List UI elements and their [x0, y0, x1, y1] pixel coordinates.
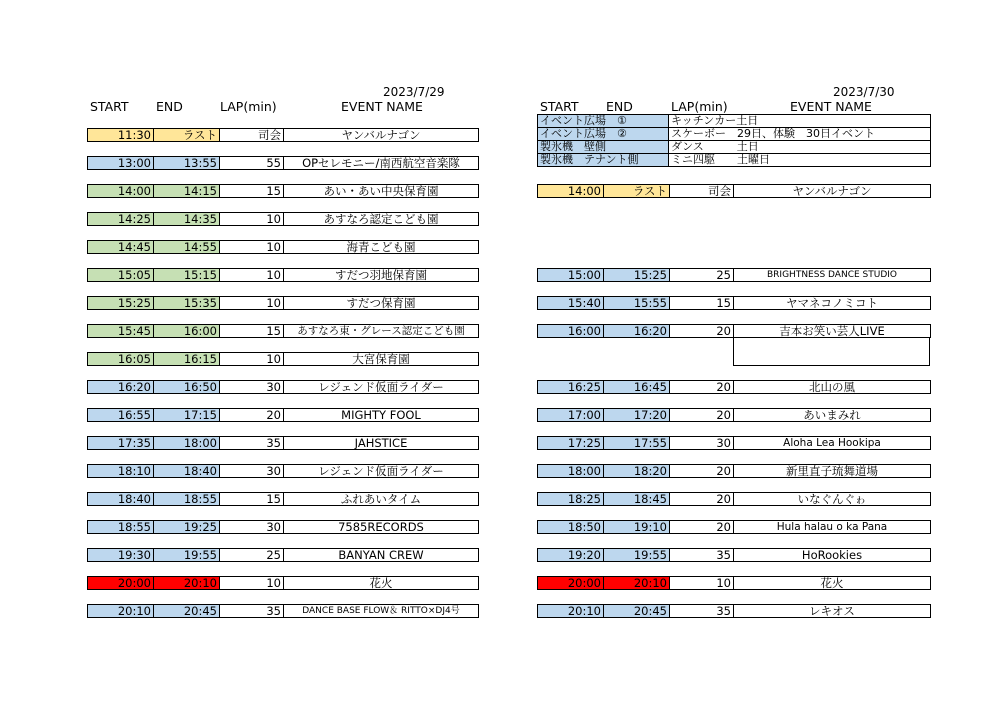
- start-cell: 18:40: [87, 492, 154, 506]
- event-cell: ヤンバルナゴン: [733, 184, 931, 198]
- event-cell: あすなろ東・グレース認定こども園: [283, 324, 479, 338]
- start-cell: 16:20: [87, 380, 154, 394]
- lap-cell: 20: [219, 408, 284, 422]
- schedule-row: [87, 492, 479, 506]
- schedule-row: [87, 436, 479, 450]
- end-cell: 19:55: [603, 548, 670, 562]
- schedule-row: [87, 240, 479, 254]
- end-cell: 16:45: [603, 380, 670, 394]
- end-cell: 18:55: [153, 492, 220, 506]
- start-cell: 19:30: [87, 548, 154, 562]
- venue-detail: スケーボー 29日、体験 30日イベント: [668, 127, 931, 141]
- end-cell: 18:20: [603, 464, 670, 478]
- event-cell: 花火: [733, 576, 931, 590]
- end-cell: 19:10: [603, 520, 670, 534]
- end-cell: 16:15: [153, 352, 220, 366]
- schedule-row: [87, 520, 479, 534]
- lap-cell: 15: [669, 296, 734, 310]
- end-cell: 20:45: [603, 604, 670, 618]
- lap-cell: 10: [219, 268, 284, 282]
- venue-info-row: [537, 140, 931, 154]
- lap-cell: 20: [669, 464, 734, 478]
- event-cell: ヤマネコノミコト: [733, 296, 931, 310]
- end-cell: ラスト: [603, 184, 670, 198]
- left-header-lap: LAP(min): [220, 99, 277, 114]
- event-cell: あい・あい中央保育園: [283, 184, 479, 198]
- start-cell: 15:00: [537, 268, 604, 282]
- end-cell: 14:35: [153, 212, 220, 226]
- venue-detail: ダンス 土日: [668, 140, 931, 154]
- lap-cell: 25: [219, 548, 284, 562]
- lap-cell: 35: [669, 548, 734, 562]
- lap-cell: 司会: [669, 184, 734, 198]
- venue-info-row: [537, 114, 931, 128]
- venue-info-row: [537, 153, 931, 167]
- schedule-row: [537, 576, 931, 590]
- venue-detail: キッチンカー土日: [668, 114, 931, 128]
- event-cell: あいまみれ: [733, 408, 931, 422]
- venue-detail: ミニ四駆 土曜日: [668, 153, 931, 167]
- lap-cell: 10: [219, 212, 284, 226]
- schedule-row: [87, 576, 479, 590]
- start-cell: 14:00: [87, 184, 154, 198]
- end-cell: 16:20: [603, 324, 670, 338]
- lap-cell: 35: [219, 436, 284, 450]
- lap-cell: 20: [669, 380, 734, 394]
- schedule-row: [87, 268, 479, 282]
- event-cell: レキオス: [733, 604, 931, 618]
- start-cell: 16:55: [87, 408, 154, 422]
- left-header-event: EVENT NAME: [341, 99, 423, 114]
- event-cell: ヤンバルナゴン: [283, 128, 479, 142]
- end-cell: 15:55: [603, 296, 670, 310]
- end-cell: 15:35: [153, 296, 220, 310]
- venue-place: 製氷機 壁側: [537, 140, 669, 154]
- schedule-row: [537, 324, 931, 338]
- lap-cell: 20: [669, 520, 734, 534]
- end-cell: ラスト: [153, 128, 220, 142]
- left-header-end: END: [156, 99, 183, 114]
- end-cell: 16:50: [153, 380, 220, 394]
- event-cell: 新里直子琉舞道場: [733, 464, 931, 478]
- start-cell: 15:05: [87, 268, 154, 282]
- event-cell: Aloha Lea Hookipa: [733, 436, 931, 450]
- start-cell: 20:00: [87, 576, 154, 590]
- end-cell: 14:55: [153, 240, 220, 254]
- left-date: 2023/7/29: [383, 85, 445, 99]
- event-cell: OPセレモニー/南西航空音楽隊: [283, 156, 479, 170]
- start-cell: 15:45: [87, 324, 154, 338]
- left-header-start: START: [90, 99, 129, 114]
- event-cell: Hula halau o ka Pana: [733, 520, 931, 534]
- start-cell: 15:40: [537, 296, 604, 310]
- end-cell: 20:45: [153, 604, 220, 618]
- schedule-row: [537, 436, 931, 450]
- schedule-row: [87, 324, 479, 338]
- schedule-row: [537, 520, 931, 534]
- event-cell: レジェンド仮面ライダー: [283, 464, 479, 478]
- venue-info-row: [537, 127, 931, 141]
- event-cell: 吉本お笑い芸人LIVE: [733, 324, 931, 338]
- event-cell: あすなろ認定こども園: [283, 212, 479, 226]
- right-header-event: EVENT NAME: [790, 99, 872, 114]
- lap-cell: 10: [219, 240, 284, 254]
- schedule-row: [537, 604, 931, 618]
- lap-cell: 35: [219, 604, 284, 618]
- start-cell: 18:10: [87, 464, 154, 478]
- end-cell: 16:00: [153, 324, 220, 338]
- lap-cell: 30: [219, 520, 284, 534]
- event-cell: 海青こども園: [283, 240, 479, 254]
- lap-cell: 10: [669, 576, 734, 590]
- lap-cell: 10: [219, 352, 284, 366]
- schedule-row: [87, 548, 479, 562]
- end-cell: 19:55: [153, 548, 220, 562]
- lap-cell: 25: [669, 268, 734, 282]
- start-cell: 20:00: [537, 576, 604, 590]
- right-header-lap: LAP(min): [671, 99, 728, 114]
- start-cell: 18:00: [537, 464, 604, 478]
- schedule-row: [537, 268, 931, 282]
- start-cell: 18:25: [537, 492, 604, 506]
- schedule-row: [87, 408, 479, 422]
- right-header-end: END: [606, 99, 633, 114]
- lap-cell: 20: [669, 408, 734, 422]
- start-cell: 14:45: [87, 240, 154, 254]
- event-cell: 大宮保育園: [283, 352, 479, 366]
- end-cell: 18:45: [603, 492, 670, 506]
- schedule-row: [87, 380, 479, 394]
- event-cell: すだつ羽地保育園: [283, 268, 479, 282]
- lap-cell: 20: [669, 492, 734, 506]
- lap-cell: 30: [669, 436, 734, 450]
- event-cell: HoRookies: [733, 548, 931, 562]
- schedule-row: [87, 296, 479, 310]
- schedule-row: [537, 380, 931, 394]
- event-cell: いなぐんぐゎ: [733, 492, 931, 506]
- start-cell: 17:00: [537, 408, 604, 422]
- end-cell: 15:25: [603, 268, 670, 282]
- right-header-start: START: [540, 99, 579, 114]
- lap-cell: 15: [219, 492, 284, 506]
- start-cell: 20:10: [87, 604, 154, 618]
- start-cell: 15:25: [87, 296, 154, 310]
- event-cell: BRIGHTNESS DANCE STUDIO: [733, 268, 931, 282]
- event-cell: MIGHTY FOOL: [283, 408, 479, 422]
- event-cell: DANCE BASE FLOW＆ RITTO×DJ4号: [283, 604, 479, 618]
- end-cell: 17:15: [153, 408, 220, 422]
- end-cell: 20:10: [603, 576, 670, 590]
- event-cell: BANYAN CREW: [283, 548, 479, 562]
- event-cell: 7585RECORDS: [283, 520, 479, 534]
- venue-place: イベント広場 ①: [537, 114, 669, 128]
- schedule-row: [537, 548, 931, 562]
- end-cell: 17:20: [603, 408, 670, 422]
- lap-cell: 30: [219, 464, 284, 478]
- schedule-row: [537, 296, 931, 310]
- venue-place: 製氷機 テナント側: [537, 153, 669, 167]
- end-cell: 15:15: [153, 268, 220, 282]
- end-cell: 19:25: [153, 520, 220, 534]
- start-cell: 17:25: [537, 436, 604, 450]
- schedule-row: [537, 184, 931, 198]
- schedule-row: [87, 212, 479, 226]
- start-cell: 11:30: [87, 128, 154, 142]
- lap-cell: 55: [219, 156, 284, 170]
- schedule-row: [87, 352, 479, 366]
- schedule-row: [537, 464, 931, 478]
- lap-cell: 15: [219, 324, 284, 338]
- start-cell: 13:00: [87, 156, 154, 170]
- start-cell: 20:10: [537, 604, 604, 618]
- end-cell: 20:10: [153, 576, 220, 590]
- schedule-row: [87, 128, 479, 142]
- start-cell: 14:25: [87, 212, 154, 226]
- end-cell: 17:55: [603, 436, 670, 450]
- end-cell: 18:00: [153, 436, 220, 450]
- venue-place: イベント広場 ②: [537, 127, 669, 141]
- event-cell: 花火: [283, 576, 479, 590]
- schedule-row: [87, 184, 479, 198]
- event-cell: すだつ保育園: [283, 296, 479, 310]
- start-cell: 16:05: [87, 352, 154, 366]
- schedule-row: [537, 492, 931, 506]
- lap-cell: 10: [219, 296, 284, 310]
- event-cell: JAHSTICE: [283, 436, 479, 450]
- start-cell: 16:00: [537, 324, 604, 338]
- lap-cell: 30: [219, 380, 284, 394]
- lap-cell: 20: [669, 324, 734, 338]
- start-cell: 18:50: [537, 520, 604, 534]
- end-cell: 18:40: [153, 464, 220, 478]
- schedule-row: [87, 156, 479, 170]
- empty-event-cell: [733, 337, 930, 366]
- start-cell: 19:20: [537, 548, 604, 562]
- start-cell: 18:55: [87, 520, 154, 534]
- event-cell: 北山の風: [733, 380, 931, 394]
- schedule-row: [537, 408, 931, 422]
- start-cell: 16:25: [537, 380, 604, 394]
- right-date: 2023/7/30: [833, 85, 895, 99]
- schedule-row: [87, 464, 479, 478]
- start-cell: 17:35: [87, 436, 154, 450]
- lap-cell: 10: [219, 576, 284, 590]
- lap-cell: 15: [219, 184, 284, 198]
- schedule-row: [87, 604, 479, 618]
- event-cell: レジェンド仮面ライダー: [283, 380, 479, 394]
- end-cell: 14:15: [153, 184, 220, 198]
- start-cell: 14:00: [537, 184, 604, 198]
- lap-cell: 司会: [219, 128, 284, 142]
- event-cell: ふれあいタイム: [283, 492, 479, 506]
- end-cell: 13:55: [153, 156, 220, 170]
- lap-cell: 35: [669, 604, 734, 618]
